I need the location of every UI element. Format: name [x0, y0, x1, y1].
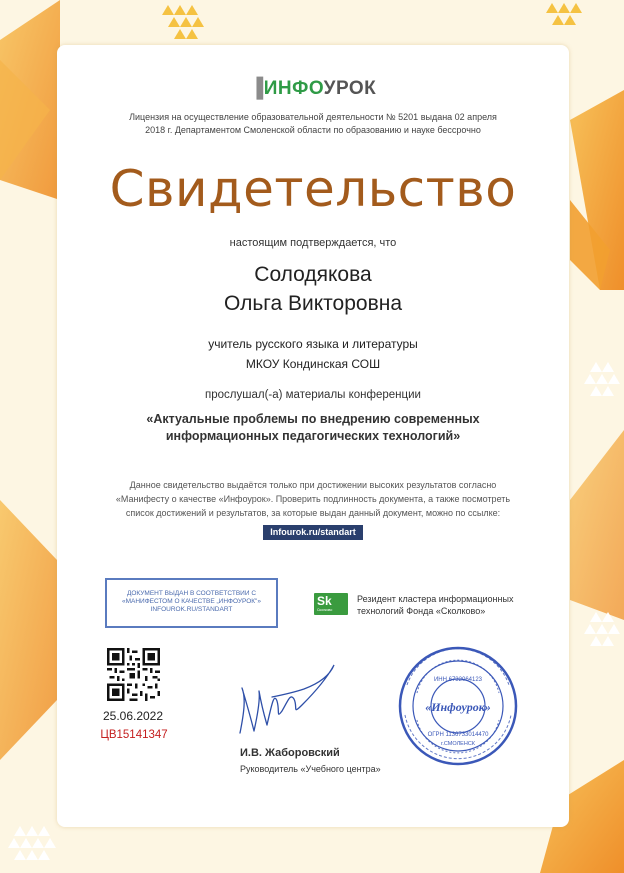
recipient-name — [57, 260, 569, 318]
skolkovo-text — [357, 593, 513, 617]
recipient-surname: Солодякова — [254, 263, 372, 286]
stamp-city: г.СМОЛЕНСК — [441, 741, 475, 747]
confirm-text: настоящим подтверждается, что — [229, 237, 397, 249]
recipient-given-name: Ольга Викторовна — [223, 292, 403, 315]
recipient-position — [57, 334, 569, 374]
certificate-title: Свидетельство — [109, 160, 517, 218]
conference-title-line-2: информационных педагогических технологий» — [165, 429, 461, 443]
skolkovo-line-2: технологий Фонда «Сколково» — [357, 606, 486, 616]
license-line-1: Лицензия на осуществление образовательной деятельности № 5201 выдана 02 апреля — [129, 112, 497, 122]
signer-role: Руководитель «Учебного центра» — [240, 764, 381, 774]
signature-image — [232, 653, 342, 743]
stamp-center-text: «Инфоурок» — [425, 700, 491, 714]
skolkovo-logo-sub: Сколково — [317, 608, 333, 612]
skolkovo-line-1: Резидент кластера информационных — [357, 594, 514, 604]
skolkovo-logo-text: Sk — [317, 594, 332, 608]
certificate-code: ЦВ15141347 — [100, 729, 168, 741]
listened-text: прослушал(-а) материалы конференции — [205, 389, 421, 401]
conference-title — [57, 411, 569, 445]
license-text — [57, 111, 569, 137]
infourok-logo — [57, 78, 569, 100]
manifest-box — [105, 578, 278, 628]
skolkovo-logo — [314, 593, 348, 615]
certificate-card — [57, 45, 569, 827]
signer-name: И.В. Жаборовский — [240, 747, 340, 759]
disclaimer-line-3: список достижений и результатов, за которые выдан данный документ, можно по ссылке: — [125, 508, 501, 518]
disclaimer-line-1: Данное свидетельство выдаётся только при достижении высоких результатов согласно — [129, 480, 497, 490]
manifest-line-1: ДОКУМЕНТ ВЫДАН В СООТВЕТСТВИИ С — [126, 590, 257, 597]
manifest-line-3: INFOUROK.RU/STANDART — [150, 606, 233, 613]
official-stamp — [397, 645, 519, 767]
issue-date: 25.06.2022 — [102, 709, 164, 723]
stamp-inn: ИНН 6732064123 — [433, 677, 483, 683]
stamp-ogrn: ОГРН 1136733014470 — [427, 732, 489, 738]
logo-mark: ▐ — [249, 78, 264, 99]
disclaimer-text — [57, 478, 569, 520]
standart-link[interactable]: Infourok.ru/standart — [263, 525, 363, 540]
disclaimer-line-2: «Манифесту о качестве «Инфоурок». Проверить подлинность документа, а также посмотреть — [115, 494, 511, 504]
qr-code-icon[interactable] — [107, 648, 160, 701]
conference-title-line-1: «Актуальные проблемы по внедрению современных — [146, 412, 480, 426]
logo-text-urok: УРОК — [323, 78, 377, 99]
recipient-school: МКОУ Кондинская СОШ — [245, 357, 381, 371]
manifest-line-2: «МАНИФЕСТОМ О КАЧЕСТВЕ „ИНФОУРОК"» — [122, 598, 261, 605]
recipient-role: учитель русского языка и литературы — [208, 337, 418, 351]
logo-text-info: ИНФО — [263, 78, 324, 99]
license-line-2: 2018 г. Департаментом Смоленской области по образованию и науке бессрочно — [145, 125, 481, 135]
